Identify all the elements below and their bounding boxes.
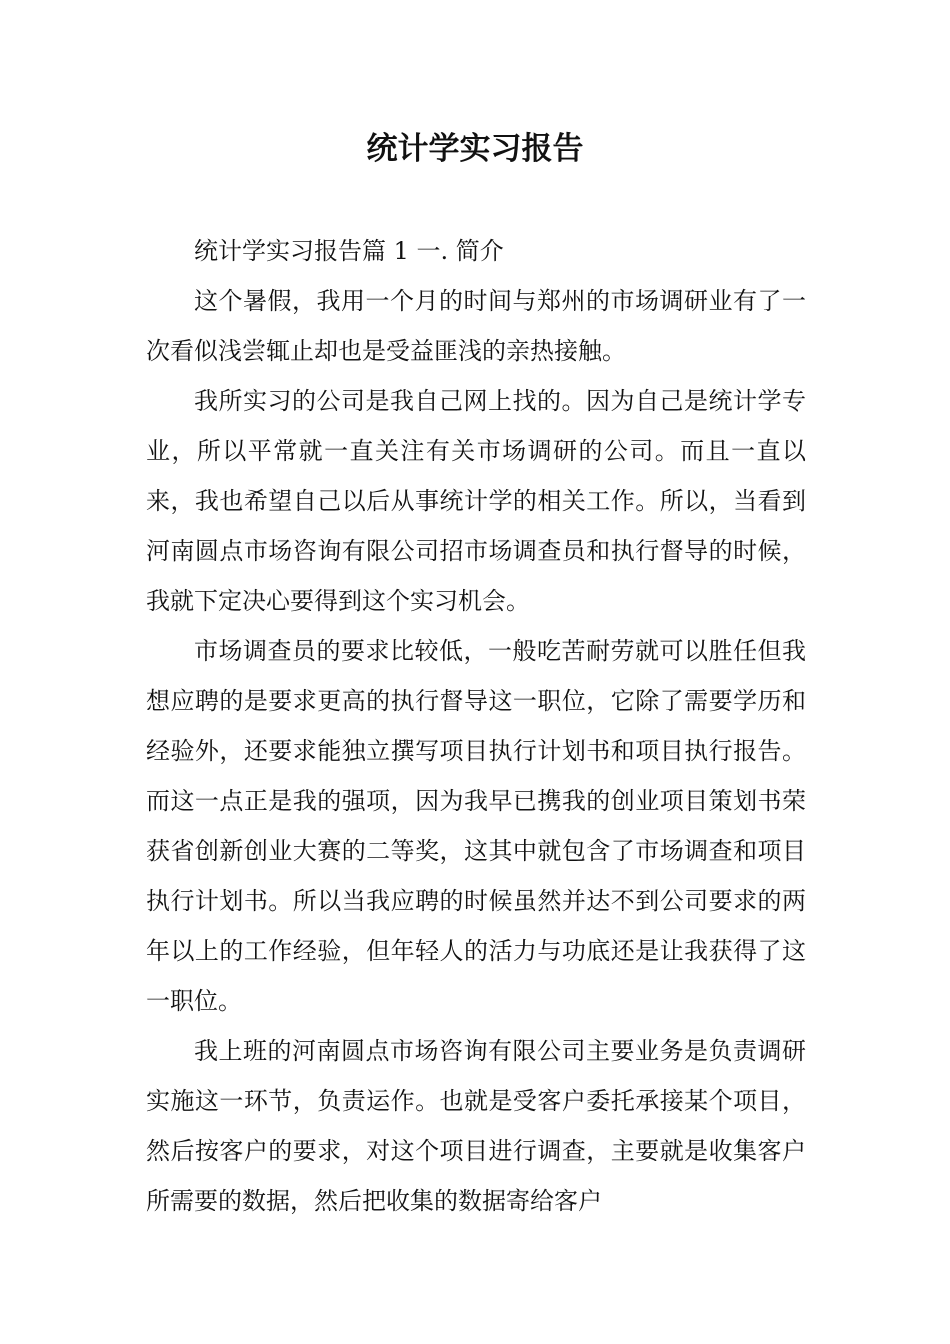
document-body: [146, 226, 806, 1226]
document-title: 统计学实习报告: [366, 131, 584, 167]
paragraph-company-choice: 我所实习的公司是我自己网上找的。因为自己是统计学专业，所以平常就一直关注有关市场调研的公司。而且一直以来，我也希望自己以后从事统计学的相关工作。所以，当看到河南圆点市场咨询有限公司招市场调查员和执行督导的时候，我就下定决心要得到这个实习机会。: [146, 387, 806, 615]
paragraph-company-business: 我上班的河南圆点市场咨询有限公司主要业务是负责调研实施这一环节，负责运作。也就是受客户委托承接某个项目，然后按客户的要求，对这个项目进行调查，主要就是收集客户所需要的数据，然后把收集的数据寄给客户: [146, 1037, 806, 1215]
paragraph-position: 市场调查员的要求比较低，一般吃苦耐劳就可以胜任但我想应聘的是要求更高的执行督导这一职位，它除了需要学历和经验外，还要求能独立撰写项目执行计划书和项目执行报告。而这一点正是我的强项，因为我早已携我的创业项目策划书荣获省创新创业大赛的二等奖，这其中就包含了市场调查和项目执行计划书。所以当我应聘的时候虽然并达不到公司要求的两年以上的工作经验，但年轻人的活力与功底还是让我获得了这一职位。: [146, 637, 806, 1015]
paragraph-summer: 这个暑假，我用一个月的时间与郑州的市场调研业有了一次看似浅尝辄止却也是受益匪浅的亲热接触。: [146, 287, 806, 365]
paragraph-heading-intro: 统计学实习报告篇 1 一. 简介: [194, 237, 504, 265]
